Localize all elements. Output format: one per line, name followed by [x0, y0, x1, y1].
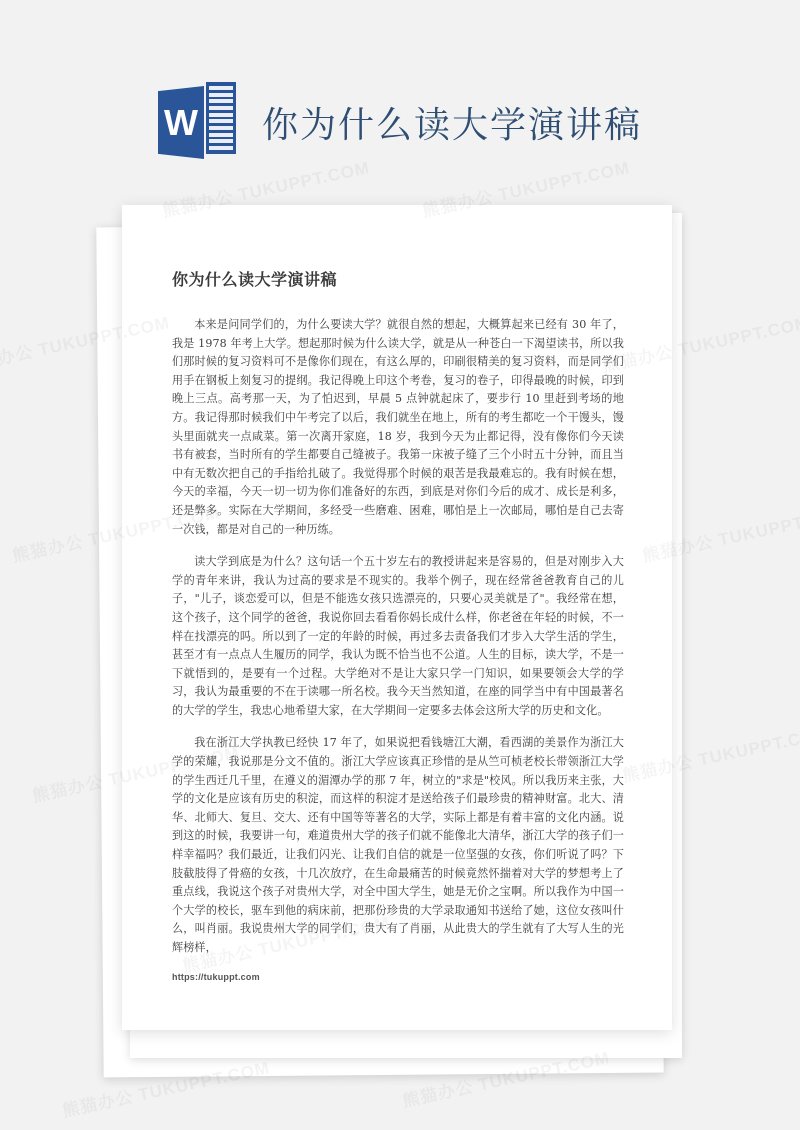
source-url[interactable]: https://tukuppt.com — [172, 971, 260, 982]
document-paragraph-3: 我在浙江大学执教已经快 17 年了，如果说把看钱塘江大潮，看西湖的美景作为浙江大学的荣耀，我说那是分文不值的。浙江大学应该真正珍惜的是从竺可桢老校长带领浙江大学的学生西迁几千里，在遵义的湄潭办学的那 7 年，树立的"求是"校风。所以我历来主张，大学的文化是应该有历史的积淀，而这样的积淀才是送给孩子们最珍贵的精神财富。北大、清华、北师大、复旦、交大、还有中国等等著名的大学，实际上都是有着丰富的文化内涵。说到这的时候，我要讲一句，难道贵州大学的孩子们就不能像北大清华，浙江大学的孩子们一样幸福吗？我们最近，让我们闪光、让我们自信的就是一位坚强的女孩，你们听说了吗？下肢截肢得了骨癌的女孩，十几次放疗，在生命最痛苦的时候竟然怀揣着对大学的梦想考上了重点线，我说这个孩子对贵州大学，对全中国大学生，她是无价之宝啊。所以我作为中国一个大学的校长，驱车到他的病床前，把那份珍贵的大学录取通知书送给了她，这位女孩叫什么，叫肖丽。我说贵州大学的同学们，贵大有了肖丽，从此贵大的学生就有了大写人生的光辉榜样， — [172, 736, 624, 954]
page-title: 你为什么读大学演讲稿 — [261, 103, 642, 145]
word-document-icon — [158, 82, 236, 162]
word-icon-letter: W — [163, 101, 198, 143]
page-sheet-main[interactable] — [122, 205, 672, 1030]
page-header — [0, 72, 800, 172]
document-paragraph-1: 本来是问同学们的，为什么要读大学？就很自然的想起，大概算起来已经有 30 年了，我是 1978 年考上大学。想起那时候为什么读大学，就是从一种苍白一下渴望读书，所以我们那时候的复习资料可不是像你们现在，有这么厚的，印刷很精美的复习资料，而是同学们用手在钢板上刻复习的提纲。我记得晚上印这个考卷，复习的卷子，印得最晚的时候，印到晚上三点。高考那一天，为了怕迟到，早晨 5 点钟就起床了，要步行 10 里赶到考场的地方。我记得那时候我们中午考完了以后，我们就坐在地上，所有的考生都吃一个干馒头，馒头里面就夹一点咸菜。第一次离开家庭，18 岁，我到今天为止都记得，没有像你们今天读书有被套，当时所有的学生都要自己缝被子。我第一床被子缝了三个小时五十分钟，而且当中有无数次把自己的手指给扎破了。我觉得那个时候的艰苦是我最难忘的。我有时候在想，今天的幸福，今天一切一切为你们准备好的东西，到底是对你们今后的成才、成长是利多，还是弊多。实际在大学期间，多经受一些磨难、困难，哪怕是上一次邮局，哪怕是自己去寄一次钱，都是对自己的一种历练。 — [172, 318, 624, 536]
document-content — [122, 205, 672, 1030]
word-icon-lines — [206, 82, 236, 154]
document-heading: 你为什么读大学演讲稿 — [172, 270, 338, 289]
document-paragraph-2: 读大学到底是为什么？这句话一个五十岁左右的教授讲起来是容易的，但是对刚步入大学的青年来讲，我认为过高的要求是不现实的。我举个例子，现在经常爸爸教育自己的儿子，"儿子，谈恋爱可以，但是不能选女孩只选漂亮的，只要心灵美就是了"。我经常在想，这个孩子，这个同学的爸爸，我说你回去看看你妈长成什么样，你老爸在年轻的时候，不一样在找漂亮的吗。所以到了一定的年龄的时候，再过多去责备我们才步入大学生活的学生，甚至才有一点点人生履历的同学，我认为既不恰当也不公道。人生的目标，读大学，不是一下就悟到的，是要有一个过程。大学绝对不是让大家只学一门知识，如果要领会大学的学习，我认为最重要的不在于读哪一所名校。我今天当然知道，在座的同学当中有中国最著名的大学的学生，我忠心地希望大家，在大学期间一定要多去体会这所大学的历史和文化。 — [172, 555, 624, 717]
